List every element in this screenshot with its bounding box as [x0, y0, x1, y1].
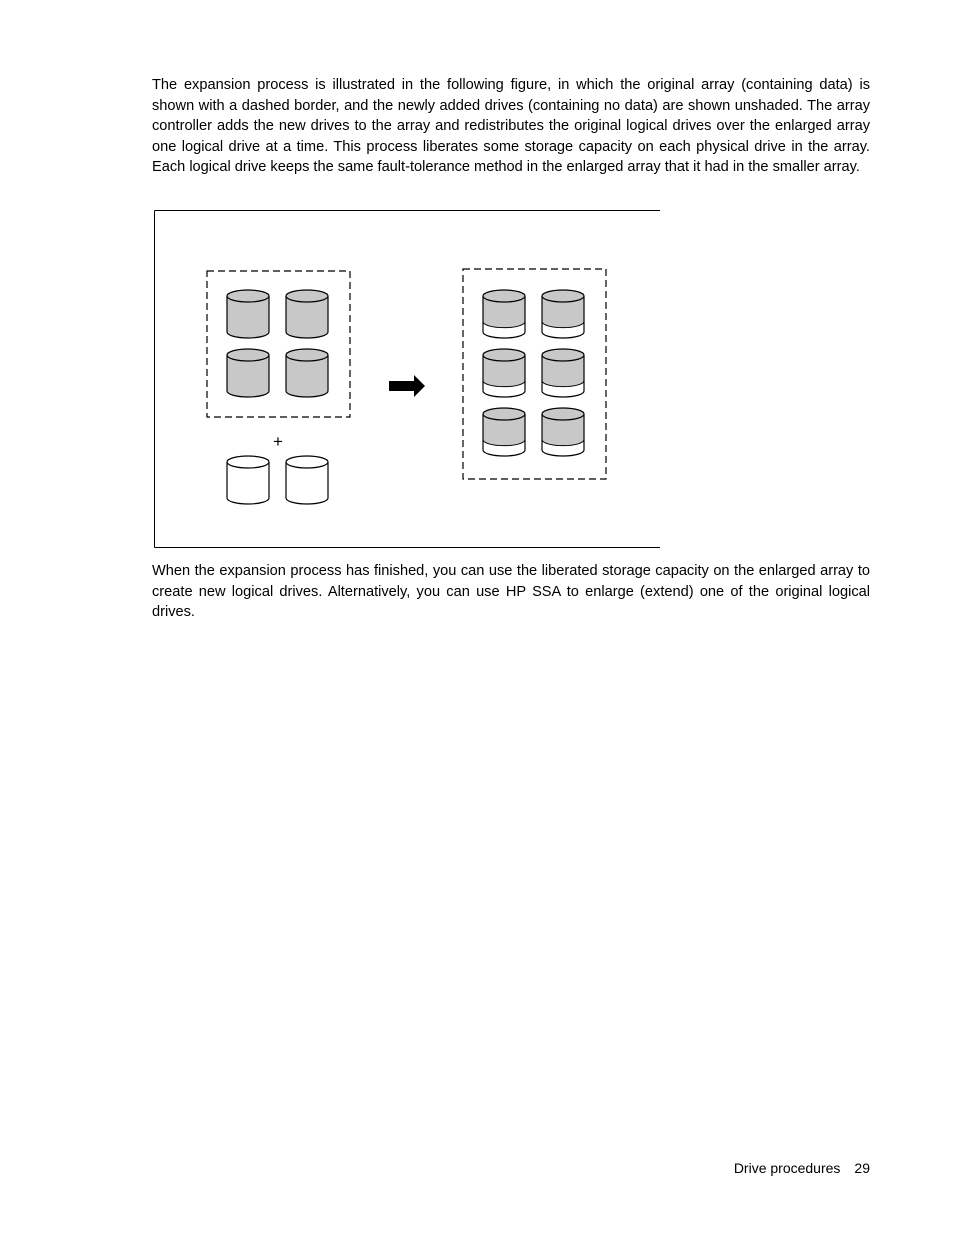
- enlarged-array-drive-icon: [542, 290, 584, 338]
- enlarged-array-drive-icon: [542, 408, 584, 456]
- array-expansion-figure: [154, 210, 660, 548]
- footer-section-title: Drive procedures: [733, 1160, 841, 1176]
- enlarged-array-drive-icon: [483, 290, 525, 338]
- enlarged-array-drive-icon: [483, 349, 525, 397]
- page-footer: [734, 1158, 870, 1178]
- original-drive-icon: [286, 349, 328, 397]
- intro-paragraph: The expansion process is illustrated in the following figure, in which the original array (containing data) is shown with a dashed border, and the newly added drives (containing no data) are shown unshaded. The array controller adds the new drives to the array and redistributes the original logical drives over the enlarged array one logical drive at a time. This process liberates some storage capacity on each physical drive in the array. Each logical drive keeps the same fault-tolerance method in the enlarged array that it had in the smaller array.: [152, 77, 870, 176]
- expansion-diagram: [154, 210, 660, 548]
- outro-paragraph: When the expansion process has finished, you can use the liberated storage capacity on the enlarged array to create new logical drives. Alternatively, you can use HP SSA to enlarge (extend) one of the original logical drives.: [152, 563, 870, 621]
- original-drive-icon: [227, 290, 269, 338]
- enlarged-array-drive-icon: [542, 349, 584, 397]
- enlarged-array-drive-icon: [483, 408, 525, 456]
- new-drive-icon: [227, 456, 269, 504]
- original-drive-icon: [227, 349, 269, 397]
- plus-sign: +: [273, 432, 283, 451]
- page-number: 29: [854, 1160, 870, 1176]
- original-array-border: [207, 271, 350, 417]
- original-drive-icon: [286, 290, 328, 338]
- new-drive-icon: [286, 456, 328, 504]
- arrow-right-icon: [389, 375, 425, 397]
